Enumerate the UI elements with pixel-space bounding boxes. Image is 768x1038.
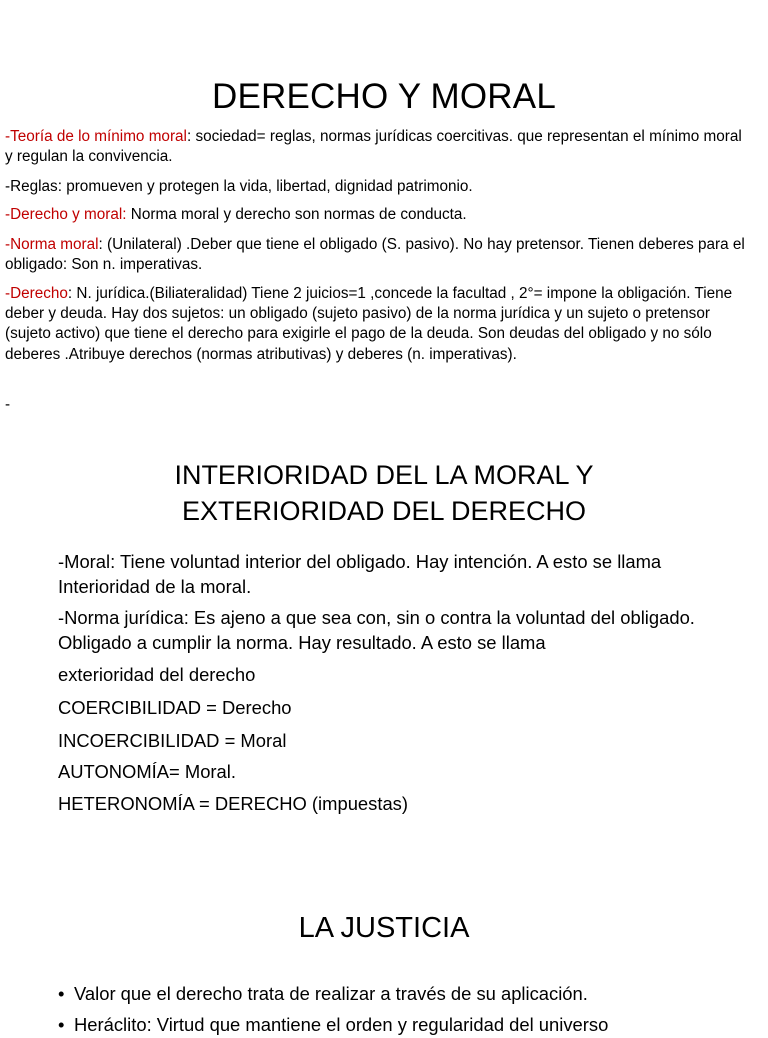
paragraph-derecho-y-moral bbox=[5, 205, 753, 225]
paragraph-moral: -Moral: Tiene voluntad interior del obligado. Hay intención. A esto se llama Interioridad de la moral. bbox=[58, 551, 662, 597]
paragraph-norma-moral bbox=[5, 235, 753, 275]
paragraph-exterioridad: exterioridad del derecho bbox=[58, 664, 256, 685]
section-title-la-justicia: LA JUSTICIA bbox=[298, 912, 470, 944]
term-minimo-moral: Teoría de lo mínimo moral bbox=[10, 128, 187, 145]
paragraph-text: : (Unilateral) .Deber que tiene el obligado (S. pasivo). No hay pretensor. Tienen deberes para el obligado: Son n. imperativas. bbox=[5, 236, 745, 274]
term-derecho: -Derecho bbox=[5, 285, 68, 302]
paragraph-coercibilidad: COERCIBILIDAD = Derecho bbox=[58, 697, 292, 718]
bullet-icon: • bbox=[58, 983, 65, 1004]
paragraph-text: Norma moral y derecho son normas de conducta. bbox=[126, 206, 467, 223]
paragraph-incoercibilidad: INCOERCIBILIDAD = Moral bbox=[58, 730, 287, 751]
bullet-icon: • bbox=[58, 1014, 65, 1035]
paragraph-norma-juridica: -Norma jurídica: Es ajeno a que sea con, sin o contra la voluntad del obligado. Obligado a cumplir la norma. Hay resultado. A esto se llama bbox=[58, 607, 695, 653]
paragraph-minimo-moral bbox=[5, 127, 753, 167]
paragraph-dash: - bbox=[5, 396, 11, 413]
term-derecho-y-moral: -Derecho y moral: bbox=[5, 206, 127, 223]
section-title-line-2: EXTERIORIDAD DEL DERECHO bbox=[181, 496, 587, 526]
list-item bbox=[58, 982, 758, 1007]
paragraph-heteronomia: HETERONOMÍA = DERECHO (impuestas) bbox=[58, 793, 408, 814]
paragraph-derecho bbox=[5, 284, 753, 365]
paragraph-reglas: -Reglas: promueven y protegen la vida, libertad, dignidad patrimonio. bbox=[5, 178, 473, 195]
paragraph-lead: - bbox=[5, 128, 11, 145]
list-item-text: Heráclito: Virtud que mantiene el orden y regularidad del universo bbox=[74, 1014, 609, 1035]
section-title-line-1: INTERIORIDAD DEL LA MORAL Y bbox=[174, 460, 594, 490]
list-item bbox=[58, 1013, 758, 1038]
list-item-text: Valor que el derecho trata de realizar a través de su aplicación. bbox=[74, 983, 588, 1004]
paragraph-text: : N. jurídica.(Biliateralidad) Tiene 2 juicios=1 ,concede la facultad , 2°= impone la obligación. Tiene deber y deuda. Hay dos sujetos: un obligado (sujeto pasivo) de la norma jurídica y un sujeto o pretensor (sujeto activo) que tiene el derecho para exigirle el pago de la deuda. Son deudas del obligado y no sólo deberes .Atribuye derechos (normas atributivas) y deberes (n. imperativas). bbox=[5, 285, 733, 363]
section-title-derecho-y-moral: DERECHO Y MORAL bbox=[211, 77, 556, 116]
term-norma-moral: -Norma moral bbox=[5, 236, 99, 253]
paragraph-autonomia: AUTONOMÍA= Moral. bbox=[58, 761, 236, 782]
paragraph-text: : sociedad= reglas, normas jurídicas coercitivas. que representan el mínimo moral y regulan la convivencia. bbox=[5, 128, 742, 166]
section-title-interioridad bbox=[0, 457, 768, 529]
